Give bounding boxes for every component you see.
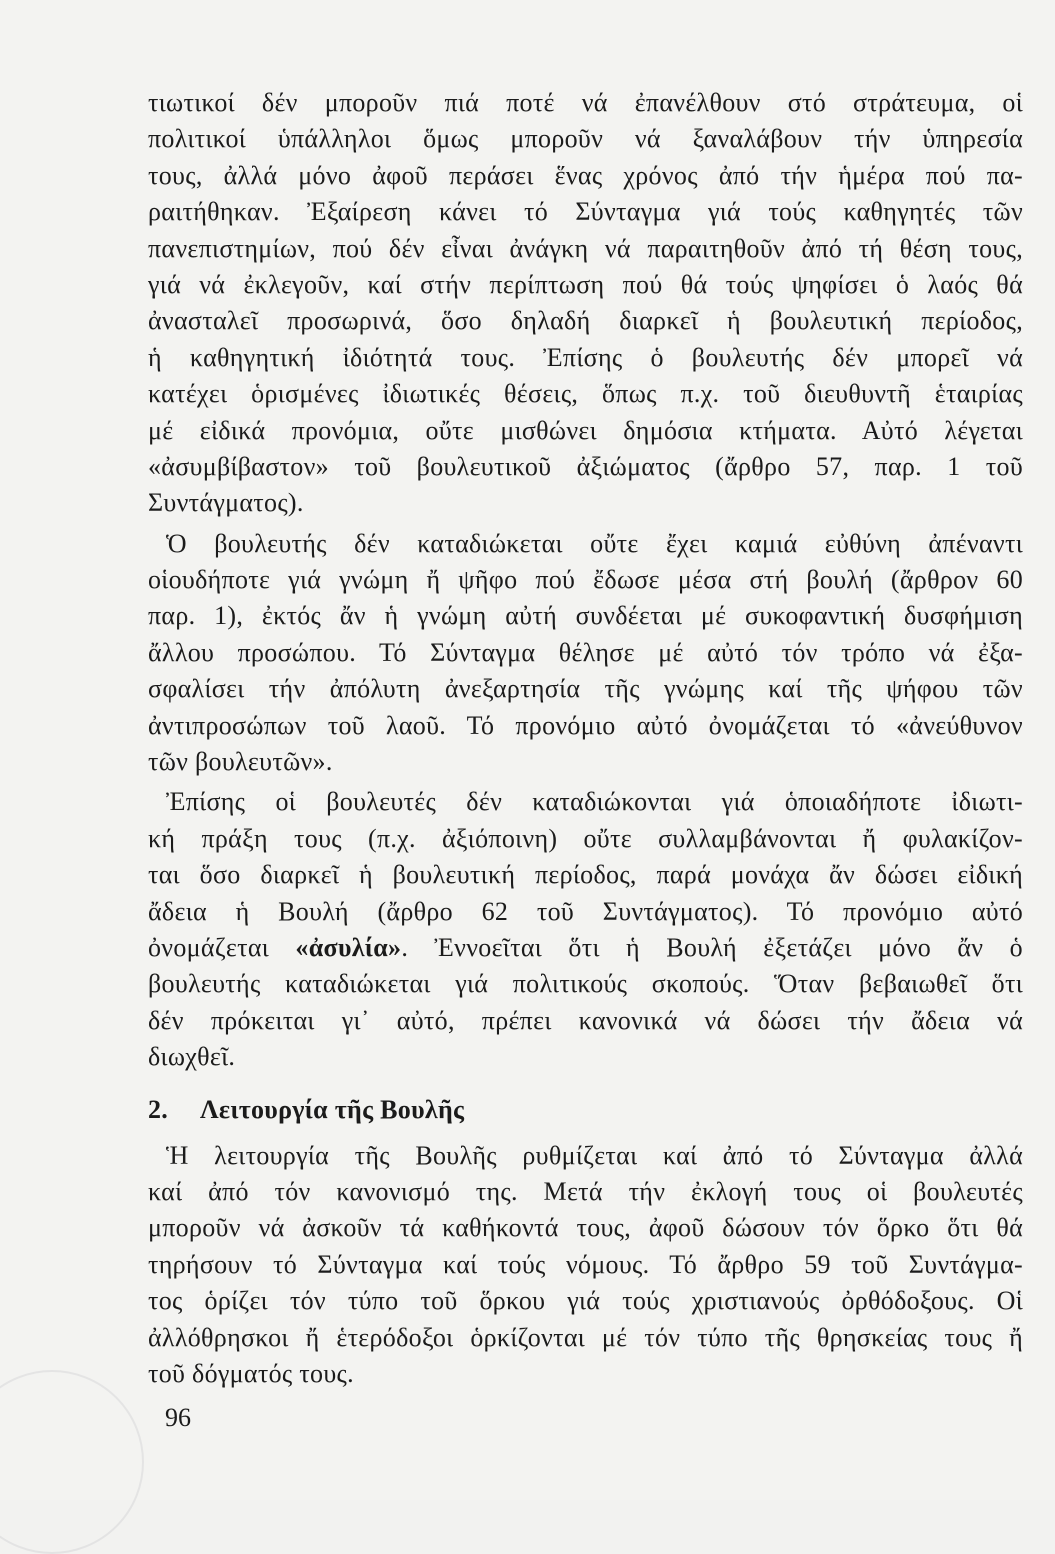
emphasized-term: «ἀσυλία» (295, 932, 402, 962)
text-line: Ἐπίσης οἱ βουλευτές δέν καταδιώκονται γιά ὁποιαδήποτε ἰδιωτι- (166, 787, 1023, 817)
paragraph-3 (148, 784, 1023, 1075)
text-line: μποροῦν νά ἀσκοῦν τά καθήκοντά τους, ἀφοῦ δώσουν τόν ὅρκο ὅτι θά (148, 1213, 1023, 1243)
text-line: ραιτήθηκαν. Ἐξαίρεση κάνει τό Σύνταγμα γιά τούς καθηγητές τῶν (148, 197, 1023, 227)
text-line: ἡ καθηγητική ἰδιότητά τους. Ἐπίσης ὁ βουλευτής δέν μπορεῖ νά (148, 342, 1023, 372)
text-line: σφαλίσει τήν ἀπόλυτη ἀνεξαρτησία τῆς γνώμης καί τῆς ψήφου τῶν (148, 674, 1023, 704)
text-line: κή πράξη τους (π.χ. ἀξιόποινη) οὔτε συλλαμβάνονται ἤ φυλακίζον- (148, 823, 1023, 853)
text-line-with-emphasis (148, 930, 1023, 966)
text-line: τοῦ δόγματός τους. (148, 1358, 354, 1388)
text-line: Συντάγματος). (148, 488, 304, 518)
library-stamp-faint (0, 1370, 144, 1554)
text-line: βουλευτής καταδιώκεται γιά πολιτικούς σκοπούς. Ὅταν βεβαιωθεῖ ὅτι (148, 969, 1023, 999)
text-line: δέν πρόκειται γι᾽ αὐτό, πρέπει κανονικά νά δώσει τήν ἄδεια νά (148, 1005, 1023, 1035)
text-segment: . Ἐννοεῖται ὅτι ἡ Βουλή ἐξετάζει μόνο ἄν ὁ (401, 932, 1023, 962)
paragraph-1 (148, 85, 1023, 522)
paragraph-4 (148, 1138, 1023, 1393)
text-line: ἀνασταλεῖ προσωρινά, ὅσο δηλαδή διαρκεῖ ἡ βουλευτική περίοδος, (148, 306, 1023, 336)
text-line: τους, ἀλλά μόνο ἀφοῦ περάσει ἕνας χρόνος ἀπό τήν ἡμέρα πού πα- (148, 160, 1023, 190)
text-line: τιωτικοί δέν μποροῦν πιά ποτέ νά ἐπανέλθουν στό στράτευμα, οἱ (148, 88, 1023, 117)
body-text (148, 85, 1023, 1392)
section-number: 2. (148, 1094, 169, 1124)
text-line: Ὁ βουλευτής δέν καταδιώκεται οὔτε ἔχει καμιά εὐθύνη ἀπέναντι (166, 528, 1023, 558)
text-line: καί ἀπό τόν κανονισμό της. Μετά τήν ἐκλογή τους οἱ βουλευτές (148, 1176, 1023, 1206)
paragraph-2 (148, 526, 1023, 781)
text-line: τος ὁρίζει τόν τύπο τοῦ ὅρκου γιά τούς χριστιανούς ὀρθόδοξους. Οἱ (148, 1286, 1023, 1316)
text-line: ἀλλόθρησκοι ἤ ἑτερόδοξοι ὁρκίζονται μέ τόν τύπο τῆς θρησκείας τους ἤ (148, 1322, 1023, 1352)
text-segment: ὀνομάζεται (148, 932, 270, 962)
text-line: Ἡ λειτουργία τῆς Βουλῆς ρυθμίζεται καί ἀπό τό Σύνταγμα ἀλλά (166, 1140, 1023, 1170)
text-line: τῶν βουλευτῶν». (148, 747, 333, 777)
section-title: Λειτουργία τῆς Βουλῆς (200, 1094, 465, 1124)
text-line: πολιτικοί ὑπάλληλοι ὅμως μποροῦν νά ξαναλάβουν τήν ὑπηρεσία (148, 124, 1023, 154)
text-line: μέ εἰδικά προνόμια, οὔτε μισθώνει δημόσια κτήματα. Αὐτό λέγεται (148, 415, 1023, 445)
text-line: πανεπιστημίων, πού δέν εἶναι ἀνάγκη νά παραιτηθοῦν ἀπό τή θέση τους, (148, 233, 1023, 263)
page-number: 96 (165, 1403, 191, 1432)
text-line: ἄλλου προσώπου. Τό Σύνταγμα θέλησε μέ αὐτό τόν τρόπο νά ἐξα- (148, 637, 1023, 667)
text-line: κατέχει ὁρισμένες ἰδιωτικές θέσεις, ὅπως π.χ. τοῦ διευθυντῆ ἑταιρίας (148, 379, 1023, 409)
text-line: ἀντιπροσώπων τοῦ λαοῦ. Τό προνόμιο αὐτό ὀνομάζεται τό «ἀνεύθυνον (148, 710, 1023, 740)
text-line: ἄδεια ἡ Βουλή (ἄρθρο 62 τοῦ Συντάγματος). Τό προνόμιο αὐτό (148, 896, 1023, 926)
text-line: γιά νά ἐκλεγοῦν, καί στήν περίπτωση πού θά τούς ψηφίσει ὁ λαός θά (148, 269, 1023, 299)
text-line: παρ. 1), ἐκτός ἄν ἡ γνώμη αὐτή συνδέεται μέ συκοφαντική δυσφήμιση (148, 601, 1023, 631)
text-line: διωχθεῖ. (148, 1042, 236, 1072)
text-line: «ἀσυμβίβαστον» τοῦ βουλευτικοῦ ἀξιώματος (ἄρθρο 57, παρ. 1 τοῦ (148, 451, 1023, 481)
text-line: ται ὅσο διαρκεῖ ἡ βουλευτική περίοδος, παρά μονάχα ἄν δώσει εἰδική (148, 860, 1023, 890)
text-line: οἱουδήποτε γιά γνώμη ἤ ψῆφο πού ἔδωσε μέσα στή βουλή (ἄρθρον 60 (148, 565, 1023, 595)
text-line: τηρήσουν τό Σύνταγμα καί τούς νόμους. Τό ἄρθρο 59 τοῦ Συντάγμα- (148, 1249, 1023, 1279)
section-heading (148, 1092, 1023, 1132)
